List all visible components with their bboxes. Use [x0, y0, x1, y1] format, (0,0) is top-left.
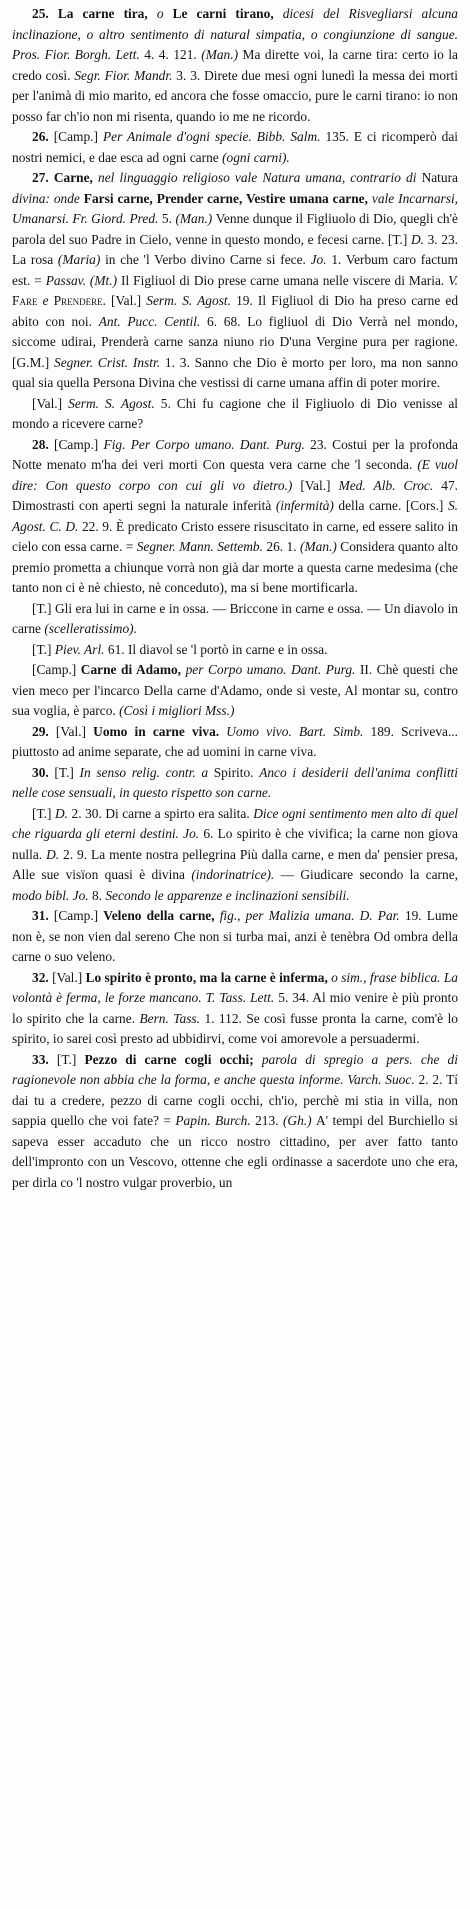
entry-text-segment: 47. Dimostrasti con aperti segni la naturale inferità	[12, 477, 458, 513]
entry-text-segment: Passav. (Mt.)	[45, 272, 122, 288]
entry-text-segment: [Camp.]	[54, 436, 104, 452]
entry-text-segment: 2. 2. Tí dai tu a credere, pezzo di carne cogli occhi, ch'io, perchè mi stia in villa, non sappia quello che voi fate? =	[12, 1072, 458, 1128]
entry-text-segment: (Gh.)	[282, 1113, 316, 1128]
entry-text-segment: Anco i desiderii dell'anima conflitti nelle cose sensuali, in questo rispetto son carne.	[12, 764, 458, 800]
entry-text-segment: S. Agost. C. D.	[12, 498, 458, 534]
dictionary-entry	[12, 722, 458, 763]
entry-text-segment: 23. Costui per la profonda Notte menato m'ha dei veri morti Con questa vera carne che 'l seconda.	[12, 436, 458, 472]
entry-text-segment: [Val.]	[32, 395, 69, 411]
entry-text-segment: dicesi del Risvegliarsi alcuna inclinazione, o altro sentimento di natural simpatia, o congiunzione di sangue. Pros. Fior. Borgh. Lett.	[12, 6, 459, 62]
entry-text-segment: (scelleratissimo).	[44, 621, 137, 636]
entry-text-segment: (infermità)	[275, 498, 339, 513]
entry-text-segment: Farsi carne, Prender carne, Vestire umana carne,	[83, 190, 372, 206]
entry-text-segment: [T.] Gli era lui in carne e in ossa. — Briccone in carne e ossa. — Un diavolo in carne	[12, 600, 458, 636]
dictionary-entry	[12, 1050, 458, 1194]
entry-text-segment: 3. 23. La rosa	[12, 231, 458, 267]
entry-text-segment: II. Chè questi che vien meco per l'incarco Della carne d'Adamo, onde si veste, Al montar su, contro sua voglia, è parco.	[12, 662, 458, 718]
entry-text-segment: [Camp.]	[32, 662, 81, 677]
entry-text-segment: D.	[54, 805, 72, 821]
dictionary-entry	[12, 640, 458, 661]
entry-text-segment: 33.	[32, 1051, 57, 1067]
entry-text-segment: (ogni carni).	[222, 149, 290, 165]
dictionary-entry	[12, 804, 458, 907]
dictionary-entry	[12, 906, 458, 968]
entry-text-segment: A' tempi del Burchiello si sapeva esser accaduto che un ricco nostro cittadino, per aver fatto tanto dell'impronto con un Vescovo, ottenne che egli ordinasse a sacerdote uno che era, per dirla co 'l nostro vulgar proverbio, un	[12, 1113, 458, 1190]
entry-text-segment: Le carni tirano,	[172, 6, 283, 21]
entry-text-segment: (E vuol dire: Con questo corpo con cui gli vo dietro.)	[12, 457, 458, 493]
entry-text-segment: 28.	[32, 436, 54, 452]
entry-text-segment: Prendere.	[53, 293, 112, 308]
entry-text-segment: (Man.)	[300, 539, 341, 554]
entry-text-segment: Ant. Pucc. Centil.	[98, 313, 207, 329]
entry-text-segment: 2. 9. La mente nostra pellegrina Più dalla carne, e men da' pensier presa, Alle sue visïon quasi è divina	[12, 846, 458, 882]
entry-text-segment: (Maria)	[57, 252, 106, 267]
dictionary-entry	[12, 435, 458, 599]
entry-text-segment: (indorinatrice).	[191, 867, 281, 882]
entry-text-segment: e	[42, 293, 54, 308]
dictionary-entry	[12, 660, 458, 722]
entry-text-segment: Serm. S. Agost.	[146, 293, 237, 308]
entry-text-segment: 19. Il Figliuol di Dio ha preso carne ed abito con noi.	[12, 293, 459, 329]
entry-text-segment: 26.	[32, 129, 54, 144]
entry-text-segment: (Man.)	[175, 211, 216, 226]
entry-text-segment: 6. 68. Lo figliuol di Dio Verrà nel mondo, siccome udirai, Prenderà carne sanza niuno rio D'una Vergine pura per ragione. [G.M.]	[12, 313, 458, 370]
entry-text-segment: Pezzo di carne cogli occhi;	[84, 1051, 262, 1067]
dictionary-entry	[12, 599, 458, 640]
entry-text-segment: 8.	[91, 887, 106, 903]
entry-text-segment: vale Incarnarsi, Umanarsi. Fr. Giord. Pred.	[12, 190, 459, 226]
entry-text-segment: per Corpo umano. Dant. Purg.	[185, 662, 360, 677]
entry-text-segment: (Così i migliori Mss.)	[119, 703, 235, 718]
entry-text-segment: 2. 30. Di carne a spirto era salita.	[71, 805, 254, 821]
entry-text-segment: [Val.]	[52, 969, 86, 985]
dictionary-entry	[12, 968, 458, 1050]
entry-text-segment: Med. Alb. Croc.	[338, 477, 442, 493]
entry-text-segment: 19. Lume non è, se non vien dal sereno Che non si turba mai, anzi è tenèbra Od ombra della carne o suo veleno.	[12, 908, 458, 964]
entry-text-segment: Il Figliuol di Dio prese carne umana nelle viscere di Maria.	[121, 272, 449, 288]
dictionary-entry	[12, 763, 458, 804]
entry-text-segment: Serm. S. Agost.	[68, 395, 161, 411]
entry-text-segment: o	[156, 6, 173, 21]
entry-text-segment: D.	[46, 846, 64, 862]
entry-text-segment: 31.	[32, 908, 54, 923]
entry-text-segment: 1. 112. Se così fusse pronta la carne, com'è lo spirito, io sarei così presto ad ubbidirvi, come voi amorevole a persuadermi.	[12, 1010, 458, 1046]
entry-text-segment: Fare	[12, 293, 43, 308]
text-column	[12, 4, 458, 1193]
entry-text-segment: fig., per Malizia umana. D. Par.	[219, 908, 405, 923]
dictionary-entry	[12, 127, 458, 168]
entry-text-segment: 135. E ci ricomperò dai nostri nemici, e dae esca ad ogni carne	[12, 129, 458, 165]
dictionary-entry	[12, 394, 458, 435]
entry-text-segment: In senso relig. contr. a	[79, 764, 214, 780]
entry-text-segment: Secondo le apparenze e inclinazioni sensibili.	[105, 887, 350, 903]
entry-text-segment: 30.	[32, 764, 55, 780]
entry-text-segment: divina: onde	[12, 190, 84, 206]
entry-text-segment: Uomo vivo. Bart. Simb.	[226, 723, 371, 739]
entry-text-segment: Jo.	[310, 252, 332, 267]
entry-text-segment: — Giudicare secondo la carne,	[280, 867, 459, 882]
entry-text-segment: Considera quanto alto premio prometta a chiunque vorrà non già dar morte a questa carne medesima (che tanto non ci è nè chiesto, nè conceduto), ma si bene mortificarla.	[12, 539, 458, 595]
entry-text-segment: 27. Carne,	[32, 170, 99, 185]
entry-text-segment: [Val.]	[300, 477, 339, 493]
entry-text-segment: 5. Chi fu cagione che il Figliuolo di Dio venisse al mondo a ricevere carne?	[12, 395, 458, 431]
entry-text-segment: (Man.)	[201, 47, 243, 62]
entry-text-segment: modo bibl. Jo.	[12, 887, 92, 903]
entry-text-segment: Dice ogni sentimento men alto di quel che riguarda gli eterni destini. Jo.	[12, 805, 458, 841]
entry-text-segment: [T.]	[32, 805, 55, 821]
entry-text-segment: Venne dunque il Figliuolo di Dio, quegli ch'è parola del suo Padre in Cielo, venne in questo mondo, e fecesi carne. [T.]	[12, 211, 458, 247]
entry-text-segment: Carne di Adamo,	[80, 662, 186, 677]
entry-text-segment: Ma dirette voi, la carne tira: certo io la credo così.	[12, 47, 458, 83]
entry-text-segment: 3. 3. Direte due mesi ogni lunedì la messa dei morti per l'animà di mio marito, ed ancora che fosse omaccio, pure le carni tirano: io non posso far ch'io non mi risenta, quando io me ne ricordo.	[12, 67, 458, 124]
entry-text-segment: Segner. Mann. Settemb.	[136, 539, 267, 554]
entry-text-segment: 1. 3. Sanno che Dio è morto per loro, ma non sanno qual sia quella Persona Divina che vestissi di carne umana affin di poter morire.	[12, 354, 458, 390]
entry-text-segment: [T.]	[56, 1051, 85, 1067]
entry-text-segment: 6. Lo spirito è che vivifica; la carne non giova nulla.	[12, 826, 458, 862]
entry-text-segment: Papin. Burch.	[175, 1113, 256, 1128]
dictionary-entry	[12, 4, 458, 127]
entry-text-segment: Spirito.	[213, 764, 260, 780]
dictionary-entry	[12, 168, 458, 394]
entry-text-segment: 189. Scriveva... piuttosto ad anime separate, che ad uomini in carne viva.	[12, 723, 459, 759]
entry-text-segment: Lo spirito è pronto, ma la carne è inferma,	[85, 969, 332, 985]
entry-text-segment: Per Animale d'ogni specie. Bibb. Salm.	[102, 129, 326, 144]
entry-text-segment: 4. 4. 121.	[144, 47, 202, 62]
entry-text-segment: 26. 1.	[266, 539, 301, 554]
entry-text-segment: Bern. Tass.	[139, 1010, 205, 1026]
entry-text-segment: Uomo in carne viva.	[93, 723, 227, 739]
entry-text-segment: D.	[410, 231, 428, 247]
entry-text-segment: parola di spregio a pers. che di ragionevole non abbia che la forma, e anche questa informe. Varch. Suoc.	[12, 1051, 458, 1087]
entry-text-segment: Segner. Crist. Instr.	[54, 354, 165, 370]
entry-text-segment: [T.]	[32, 641, 55, 657]
entry-text-segment: della carne. [Cors.]	[338, 498, 448, 513]
entry-text-segment: 1. Verbum caro factum est. =	[12, 252, 458, 288]
entry-text-segment: [Camp.]	[53, 129, 103, 144]
entry-text-segment: [Val.]	[55, 723, 94, 739]
entry-text-segment: o sim., frase biblica. La volontà è ferma, le forze mancano. T. Tass. Lett.	[12, 969, 459, 1005]
entry-text-segment: 32.	[32, 969, 53, 985]
entry-text-segment: Fig. Per Corpo umano. Dant. Purg.	[103, 436, 311, 452]
entry-text-segment: 22. 9. È predicato Cristo essere risuscitato in carne, ed essere salito in cielo con essa carne. =	[12, 518, 458, 554]
entry-text-segment: Natura	[421, 170, 458, 185]
entry-text-segment: 61. Il diavol se 'l portò in carne e in ossa.	[107, 641, 328, 657]
entry-text-segment: nel linguaggio religioso vale Natura umana, contrario di	[98, 170, 422, 185]
entry-text-segment: [Camp.]	[53, 908, 104, 923]
entry-text-segment: in che 'l Verbo divino Carne si fece.	[105, 252, 311, 267]
entry-text-segment: [T.]	[54, 764, 80, 780]
entry-text-segment: 25. La carne tira,	[32, 6, 157, 21]
entry-text-segment: 29.	[32, 723, 56, 739]
entry-text-segment: 5. 34. Al mio venire è più pronto lo spirito che la carne.	[12, 990, 459, 1026]
entry-text-segment: Segr. Fior. Mandr.	[74, 67, 177, 83]
entry-text-segment: V.	[448, 272, 458, 288]
entry-text-segment: Veleno della carne,	[103, 908, 220, 923]
entry-text-segment: [Val.]	[111, 293, 147, 308]
entry-text-segment: 5.	[161, 211, 176, 226]
entry-text-segment: 213.	[255, 1113, 283, 1128]
entry-text-segment: Piev. Arl.	[54, 641, 108, 657]
